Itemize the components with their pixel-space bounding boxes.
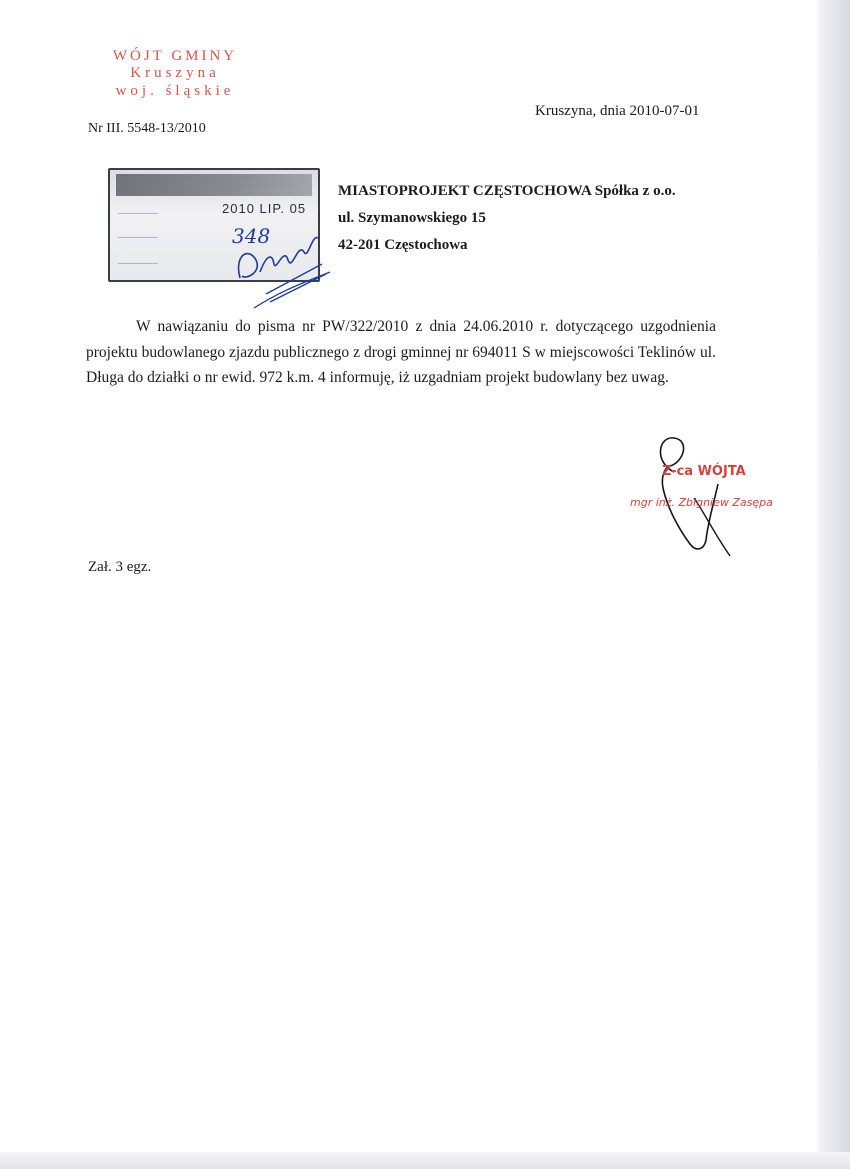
- reference-number: Nr III. 5548-13/2010: [88, 121, 206, 136]
- letter-body: W nawiązaniu do pisma nr PW/322/2010 z dnia 24.06.2010 r. dotyczącego uzgodnienia projektu budowlanego zjazdu publicznego z drogi gminnej nr 694011 S w miejscowości Teklinów ul. Długa do działki o nr ewid. 972 k.m. 4 informuję, iż uzgadniam projekt budowlany bez uwag.: [86, 318, 716, 387]
- stamp-number: 348: [232, 224, 271, 248]
- attachment-note: Zał. 3 egz.: [88, 559, 152, 575]
- blue-handwritten-signature: [226, 216, 346, 312]
- letterhead-line-3: woj. śląskie: [115, 82, 235, 99]
- stamp-header-bar: [116, 174, 312, 196]
- signature-name: mgr inż. Zbigniew Zasępa: [630, 496, 773, 509]
- stamp-faded-row: ————: [118, 258, 158, 269]
- letterhead-line-1: WÓJT GMINY: [112, 48, 238, 64]
- addressee-block: [338, 178, 676, 259]
- addressee-city: 42-201 Częstochowa: [338, 237, 468, 253]
- letterhead-stamp: [80, 48, 270, 100]
- stamp-date: 2010 LIP. 05: [222, 201, 307, 216]
- letterhead-line-2: Kruszyna: [130, 65, 220, 82]
- page-bottom-shadow: [0, 1152, 850, 1169]
- addressee-street: ul. Szymanowskiego 15: [338, 210, 486, 226]
- addressee-name: MIASTOPROJEKT CZĘSTOCHOWA Spółka z o.o.: [338, 183, 676, 199]
- stamp-faded-row: ————: [118, 208, 158, 219]
- stamp-faded-row: ————: [118, 232, 158, 243]
- date-line: Kruszyna, dnia 2010-07-01: [535, 103, 700, 119]
- signature-title: Z-ca WÓJTA: [662, 464, 746, 479]
- page-edge-shadow: [818, 0, 850, 1169]
